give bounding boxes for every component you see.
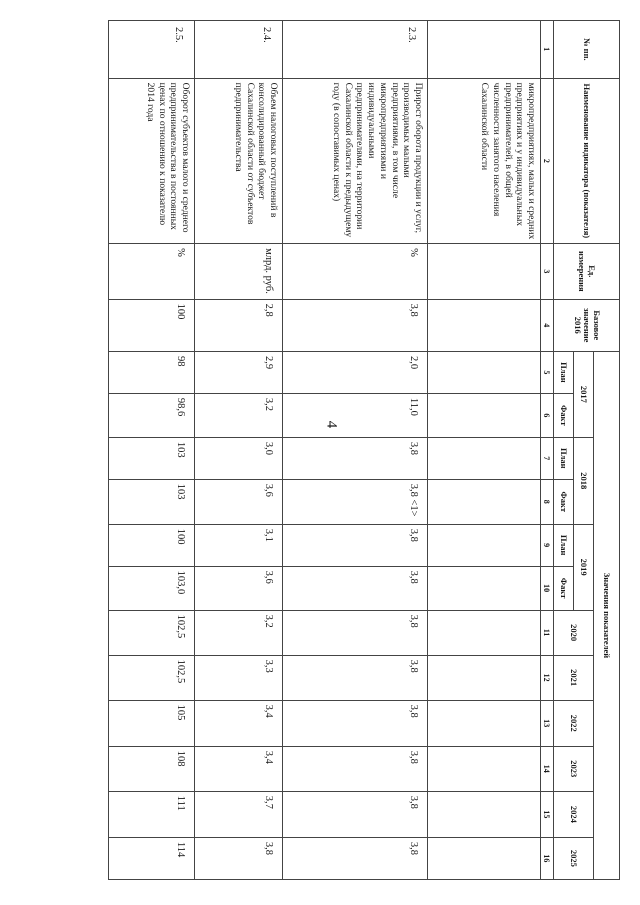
value-cell: 102,5 [109,655,195,700]
value-cell [428,746,541,791]
row-number [428,21,541,79]
column-number: 3 [541,244,554,300]
column-number: 8 [541,479,554,524]
header-year: 2019 [574,524,594,610]
header-year: 2021 [554,655,594,700]
value-cell: 3,8 <1> [283,479,428,524]
value-cell: 3,6 [195,566,283,610]
value-cell: 3,2 [195,610,283,655]
row-number: 2.3. [283,21,428,79]
value-cell: 3,4 [195,746,283,791]
value-cell: 103 [109,437,195,479]
column-number: 6 [541,393,554,437]
value-cell: 3,7 [195,791,283,837]
value-cell: 3,4 [195,700,283,746]
value-cell: 3,8 [283,437,428,479]
row-number: 2.4. [195,21,283,79]
table-row [195,21,283,880]
header-year: 2022 [554,700,594,746]
value-cell: 2,0 [283,351,428,393]
value-cell: 3,0 [195,437,283,479]
value-cell: 3,8 [283,700,428,746]
header-year: 2017 [574,351,594,437]
value-cell: 3,8 [283,566,428,610]
value-cell: 3,8 [283,524,428,566]
base-value: 2,8 [195,299,283,351]
indicator-table-rotated [15,20,620,880]
value-cell: 3,2 [195,393,283,437]
header-plan: План [554,524,574,566]
value-cell: 100 [109,524,195,566]
indicator-name: микропредприятиях, малых и средних предприятиях и у индивидуальных предпринимателей, в общей численности занятого населения Сахалинской области [428,78,541,243]
value-cell: 102,5 [109,610,195,655]
value-cell: 114 [109,837,195,879]
value-cell: 105 [109,700,195,746]
header-year: 2023 [554,746,594,791]
unit-cell: млрд. руб. [195,244,283,300]
header-year: 2024 [554,791,594,837]
value-cell [428,791,541,837]
base-value: 3,8 [283,299,428,351]
header-unit: Ед. измерения [554,244,620,300]
value-cell: 3,8 [283,746,428,791]
indicator-name: Оборот субъектов малого и среднего предпринимательства в постоянных ценах по отношению к показателю 2014 года [109,78,195,243]
column-number: 11 [541,610,554,655]
column-number: 5 [541,351,554,393]
value-cell: 111 [109,791,195,837]
header-year: 2018 [574,437,594,524]
value-cell: 103 [109,479,195,524]
value-cell: 3,8 [195,837,283,879]
value-cell [428,700,541,746]
value-cell: 3,8 [283,655,428,700]
unit-cell [428,244,541,300]
header-fact: Факт [554,393,574,437]
unit-cell: % [283,244,428,300]
header-fact: Факт [554,479,574,524]
table-row [109,21,195,880]
base-value: 100 [109,299,195,351]
value-cell [428,655,541,700]
value-cell: 108 [109,746,195,791]
header-plan: План [554,437,574,479]
column-number: 9 [541,524,554,566]
indicator-name: Объем налоговых поступлений в консолидированный бюджет Сахалинской области от субъектов предпринимательства [195,78,283,243]
header-year: 2025 [554,837,594,879]
value-cell [428,566,541,610]
column-number: 7 [541,437,554,479]
header-base: Базовое значение 2016 [554,299,620,351]
value-cell [428,610,541,655]
column-number: 2 [541,78,554,243]
value-cell: 11,0 [283,393,428,437]
column-number-row [541,21,554,880]
indicator-name: Прирост оборота продукции и услуг, производимых малыми предприятиями, в том числе микропредприятиями и индивидуальными предпринимателями, на территории Сахалинской области к предыдущему году (в сопоставимых ценах) [283,78,428,243]
header-num: № пп. [554,21,620,79]
header-values: Значения показателей [594,351,620,879]
value-cell [428,393,541,437]
value-cell: 98 [109,351,195,393]
header-year: 2020 [554,610,594,655]
value-cell [428,437,541,479]
value-cell: 3,8 [283,610,428,655]
value-cell: 3,8 [283,791,428,837]
column-number: 15 [541,791,554,837]
indicators-table [108,20,620,880]
column-number: 12 [541,655,554,700]
unit-cell: % [109,244,195,300]
header-plan: План [554,351,574,393]
value-cell [428,351,541,393]
column-number: 13 [541,700,554,746]
value-cell: 3,3 [195,655,283,700]
column-number: 4 [541,299,554,351]
table-row [428,21,541,880]
value-cell [428,479,541,524]
header-name: Наименование индикатора (показателя) [554,78,620,243]
value-cell: 3,1 [195,524,283,566]
column-number: 10 [541,566,554,610]
column-number: 16 [541,837,554,879]
base-value [428,299,541,351]
value-cell: 98,6 [109,393,195,437]
value-cell: 2,9 [195,351,283,393]
table-row [283,21,428,880]
value-cell [428,524,541,566]
header-fact: Факт [554,566,574,610]
row-number: 2.5. [109,21,195,79]
page-number: 4 [323,420,340,429]
value-cell [428,837,541,879]
column-number: 1 [541,21,554,79]
value-cell: 3,6 [195,479,283,524]
value-cell: 103,0 [109,566,195,610]
value-cell: 3,8 [283,837,428,879]
column-number: 14 [541,746,554,791]
